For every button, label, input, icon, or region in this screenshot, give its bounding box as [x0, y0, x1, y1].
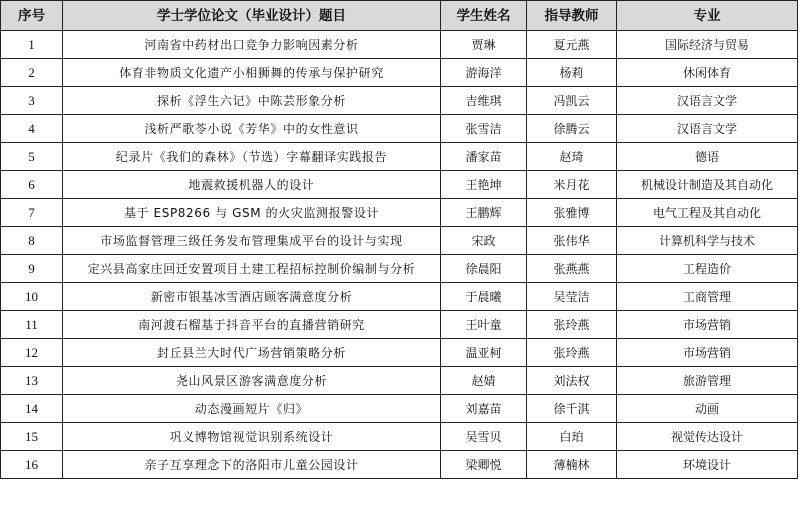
table-row	[1, 283, 798, 311]
row-advisor: 徐腾云	[527, 115, 617, 143]
row-no: 14	[1, 395, 63, 423]
header-no: 序号	[1, 1, 63, 31]
row-student: 梁卿悦	[441, 451, 527, 479]
row-title: 定兴县高家庄回迁安置项目土建工程招标控制价编制与分析	[63, 255, 441, 283]
row-no: 3	[1, 87, 63, 115]
row-major: 计算机科学与技术	[617, 227, 798, 255]
row-advisor: 米月花	[527, 171, 617, 199]
row-major: 德语	[617, 143, 798, 171]
row-student: 宋政	[441, 227, 527, 255]
row-major: 电气工程及其自动化	[617, 199, 798, 227]
table-row	[1, 395, 798, 423]
row-title: 新密市银基冰雪酒店顾客满意度分析	[63, 283, 441, 311]
row-title: 纪录片《我们的森林》（节选）字幕翻译实践报告	[63, 143, 441, 171]
row-major: 市场营销	[617, 311, 798, 339]
row-title: 体育非物质文化遗产小相狮舞的传承与保护研究	[63, 59, 441, 87]
row-student: 刘嘉苗	[441, 395, 527, 423]
row-advisor: 张燕燕	[527, 255, 617, 283]
header-student: 学生姓名	[441, 1, 527, 31]
table-row	[1, 87, 798, 115]
row-student: 游海洋	[441, 59, 527, 87]
row-title: 尧山风景区游客满意度分析	[63, 367, 441, 395]
row-major: 市场营销	[617, 339, 798, 367]
table-row	[1, 227, 798, 255]
table-row	[1, 255, 798, 283]
row-title: 封丘县兰大时代广场营销策略分析	[63, 339, 441, 367]
row-no: 5	[1, 143, 63, 171]
row-advisor: 白珀	[527, 423, 617, 451]
table-row	[1, 423, 798, 451]
row-student: 王叶童	[441, 311, 527, 339]
row-advisor: 冯凯云	[527, 87, 617, 115]
row-no: 11	[1, 311, 63, 339]
row-student: 潘家苗	[441, 143, 527, 171]
row-student: 温亚柯	[441, 339, 527, 367]
row-title: 浅析严歌苓小说《芳华》中的女性意识	[63, 115, 441, 143]
row-major: 休闲体育	[617, 59, 798, 87]
row-advisor: 张伟华	[527, 227, 617, 255]
row-no: 9	[1, 255, 63, 283]
table-row	[1, 367, 798, 395]
row-no: 8	[1, 227, 63, 255]
row-no: 12	[1, 339, 63, 367]
row-title: 基于 ESP8266 与 GSM 的火灾监测报警设计	[63, 199, 441, 227]
row-student: 徐晨阳	[441, 255, 527, 283]
row-advisor: 徐千淇	[527, 395, 617, 423]
row-major: 环境设计	[617, 451, 798, 479]
row-title: 南河渡石榴基于抖音平台的直播营销研究	[63, 311, 441, 339]
table-row	[1, 115, 798, 143]
row-no: 13	[1, 367, 63, 395]
row-no: 1	[1, 31, 63, 59]
row-student: 张雪洁	[441, 115, 527, 143]
row-student: 王鹏辉	[441, 199, 527, 227]
table-row	[1, 31, 798, 59]
row-major: 工程造价	[617, 255, 798, 283]
row-no: 7	[1, 199, 63, 227]
header-row	[1, 1, 798, 31]
table-row	[1, 59, 798, 87]
row-advisor: 刘法权	[527, 367, 617, 395]
row-major: 机械设计制造及其自动化	[617, 171, 798, 199]
table-row	[1, 171, 798, 199]
row-major: 工商管理	[617, 283, 798, 311]
row-no: 4	[1, 115, 63, 143]
row-no: 15	[1, 423, 63, 451]
row-student: 吴雪贝	[441, 423, 527, 451]
row-no: 16	[1, 451, 63, 479]
row-student: 于晨曦	[441, 283, 527, 311]
row-title: 探析《浮生六记》中陈芸形象分析	[63, 87, 441, 115]
row-advisor: 张玲燕	[527, 311, 617, 339]
row-advisor: 夏元燕	[527, 31, 617, 59]
row-major: 动画	[617, 395, 798, 423]
table-row	[1, 199, 798, 227]
row-advisor: 杨莉	[527, 59, 617, 87]
table-row	[1, 451, 798, 479]
row-title: 市场监督管理三级任务发布管理集成平台的设计与实现	[63, 227, 441, 255]
table-row	[1, 339, 798, 367]
row-title: 地震救援机器人的设计	[63, 171, 441, 199]
row-no: 6	[1, 171, 63, 199]
row-title: 巩义博物馆视觉识别系统设计	[63, 423, 441, 451]
row-student: 吉维琪	[441, 87, 527, 115]
row-no: 10	[1, 283, 63, 311]
row-advisor: 薄楠林	[527, 451, 617, 479]
row-advisor: 赵琦	[527, 143, 617, 171]
row-student: 王艳坤	[441, 171, 527, 199]
row-no: 2	[1, 59, 63, 87]
header-title: 学士学位论文（毕业设计）题目	[63, 1, 441, 31]
table-row	[1, 311, 798, 339]
row-title: 亲子互享理念下的洛阳市儿童公园设计	[63, 451, 441, 479]
row-title: 河南省中药材出口竞争力影响因素分析	[63, 31, 441, 59]
row-major: 汉语言文学	[617, 87, 798, 115]
row-advisor: 吴莹洁	[527, 283, 617, 311]
row-student: 贾琳	[441, 31, 527, 59]
table-row	[1, 143, 798, 171]
header-advisor: 指导教师	[527, 1, 617, 31]
row-major: 汉语言文学	[617, 115, 798, 143]
row-major: 视觉传达设计	[617, 423, 798, 451]
row-title: 动态漫画短片《归》	[63, 395, 441, 423]
row-advisor: 张雅博	[527, 199, 617, 227]
row-student: 赵婧	[441, 367, 527, 395]
row-major: 国际经济与贸易	[617, 31, 798, 59]
row-major: 旅游管理	[617, 367, 798, 395]
row-advisor: 张玲燕	[527, 339, 617, 367]
header-major: 专业	[617, 1, 798, 31]
